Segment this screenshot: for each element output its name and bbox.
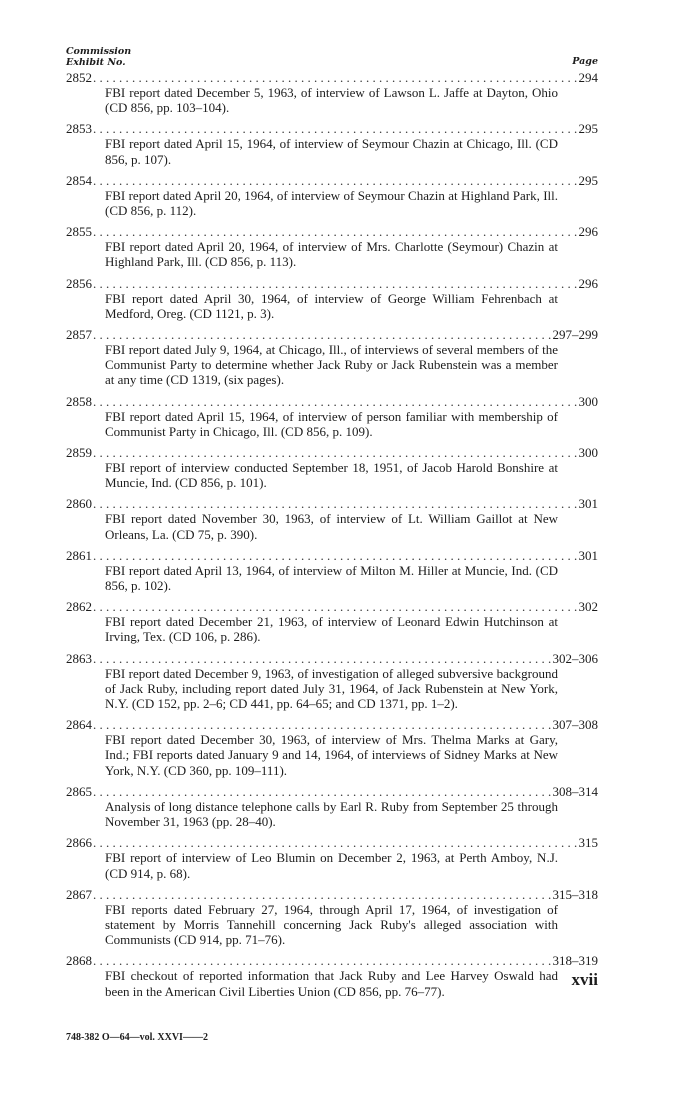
exhibit-list — [66, 70, 598, 999]
exhibit-page: 318–319 — [552, 953, 598, 969]
exhibit-entry — [66, 835, 598, 880]
exhibit-leader-line — [66, 784, 598, 799]
dot-leader — [93, 953, 551, 968]
exhibit-entry — [66, 173, 598, 218]
exhibit-entry — [66, 327, 598, 388]
exhibit-number: 2866 — [66, 835, 92, 851]
exhibit-description: FBI report dated July 9, 1964, at Chicago, Ill., of interviews of several members of the Communist Party to determine whether Jack Ruby or Jack Rubenstein was a member at any time (CD 1319, (six pages). — [105, 342, 558, 388]
exhibit-page: 315–318 — [552, 886, 598, 902]
header-exhibit-no-label: Exhibit No. — [66, 57, 126, 68]
dot-leader — [93, 445, 577, 460]
exhibit-leader-line — [66, 599, 598, 614]
exhibit-entry — [66, 224, 598, 269]
column-header-exhibit — [66, 46, 131, 68]
exhibit-page: 296 — [578, 224, 598, 240]
exhibit-number: 2865 — [66, 783, 92, 799]
exhibit-number: 2868 — [66, 953, 92, 969]
exhibit-description: FBI report of interview of Leo Blumin on December 2, 1963, at Perth Amboy, N.J. (CD 914, p. 68). — [105, 850, 558, 881]
dot-leader — [93, 835, 577, 850]
exhibit-description: FBI report dated April 13, 1964, of interview of Milton M. Hiller at Muncie, Ind. (CD 856, p. 102). — [105, 562, 558, 594]
exhibit-entry — [66, 548, 598, 593]
exhibit-entry — [66, 784, 598, 829]
exhibit-page: 302–306 — [552, 650, 598, 666]
exhibit-leader-line — [66, 173, 598, 188]
exhibit-description: Analysis of long distance telephone calls by Earl R. Ruby from September 25 through November 31, 1963 (pp. 28–40). — [105, 798, 558, 830]
exhibit-entry — [66, 121, 598, 166]
exhibit-leader-line — [66, 835, 598, 850]
exhibit-number: 2862 — [66, 599, 92, 615]
exhibit-entry — [66, 599, 598, 644]
dot-leader — [93, 224, 577, 239]
exhibit-description: FBI reports dated February 27, 1964, through April 17, 1964, of investigation of statement by Morris Tannehill concerning Jack Ruby's alleged association with Communists (CD 914, pp. 71–76). — [105, 901, 558, 948]
exhibit-entry — [66, 953, 598, 998]
exhibit-leader-line — [66, 496, 598, 511]
dot-leader — [93, 70, 577, 85]
exhibit-leader-line — [66, 224, 598, 239]
exhibit-page: 301 — [578, 496, 598, 512]
exhibit-number: 2867 — [66, 886, 92, 902]
exhibit-page: 294 — [578, 70, 598, 85]
exhibit-leader-line — [66, 327, 598, 342]
exhibit-description: FBI report dated April 20, 1964, of interview of Mrs. Charlotte (Seymour) Chazin at Highland Park, Ill. (CD 856, p. 113). — [105, 239, 558, 270]
page-folio: xvii — [571, 970, 598, 989]
exhibit-page: 296 — [578, 275, 598, 291]
dot-leader — [93, 599, 577, 614]
dot-leader — [93, 173, 577, 188]
exhibit-leader-line — [66, 953, 598, 968]
exhibit-entry — [66, 717, 598, 778]
exhibit-entry — [66, 394, 598, 439]
dot-leader — [93, 496, 577, 511]
exhibit-entry — [66, 70, 598, 115]
exhibit-number: 2857 — [66, 327, 92, 343]
exhibit-description: FBI report dated November 30, 1963, of interview of Lt. William Gaillot at New Orleans, La. (CD 75, p. 390). — [105, 511, 558, 542]
exhibit-page: 300 — [578, 393, 598, 409]
exhibit-number: 2854 — [66, 172, 92, 188]
header-commission-label: Commission — [66, 46, 132, 57]
exhibit-description: FBI report dated December 30, 1963, of interview of Mrs. Thelma Marks at Gary, Ind.; FBI reports dated January 9 and 14, 1964, of interviews of Sidney Marks at New York, N.Y. (CD 360, pp. 109–111). — [105, 732, 558, 778]
exhibit-leader-line — [66, 70, 598, 85]
exhibit-entry — [66, 496, 598, 541]
column-header-page: Page — [572, 56, 598, 67]
exhibit-number: 2859 — [66, 445, 92, 461]
exhibit-leader-line — [66, 394, 598, 409]
exhibit-leader-line — [66, 651, 598, 666]
exhibit-page: 307–308 — [552, 717, 598, 733]
exhibit-description: FBI report dated April 15, 1964, of interview of person familiar with membership of Communist Party in Chicago, Ill. (CD 856, p. 109). — [105, 408, 558, 439]
dot-leader — [93, 394, 577, 409]
exhibit-number: 2853 — [66, 121, 92, 137]
exhibit-entry — [66, 651, 598, 712]
exhibit-number: 2860 — [66, 496, 92, 512]
print-footer: 748-382 O—64—vol. XXVI——2 — [66, 1032, 208, 1043]
dot-leader — [93, 327, 551, 342]
exhibit-description: FBI report dated December 5, 1963, of interview of Lawson L. Jaffe at Dayton, Ohio (CD 856, pp. 103–104). — [105, 85, 558, 116]
exhibit-leader-line — [66, 717, 598, 732]
exhibit-page: 295 — [578, 172, 598, 188]
dot-leader — [93, 784, 551, 799]
dot-leader — [93, 276, 577, 291]
dot-leader — [93, 887, 551, 902]
exhibit-page: 315 — [578, 835, 598, 851]
exhibit-number: 2863 — [66, 650, 92, 666]
exhibit-leader-line — [66, 276, 598, 291]
exhibit-description: FBI report dated April 20, 1964, of interview of Seymour Chazin at Highland Park, Ill. (CD 856, p. 112). — [105, 187, 558, 219]
exhibit-description: FBI checkout of reported information that Jack Ruby and Lee Harvey Oswald had been in the American Civil Liberties Union (CD 856, pp. 76–77). — [105, 968, 558, 999]
exhibit-leader-line — [66, 548, 598, 563]
exhibit-page: 297–299 — [552, 327, 598, 343]
exhibit-description: FBI report dated April 15, 1964, of interview of Seymour Chazin at Chicago, Ill. (CD 856, p. 107). — [105, 136, 558, 167]
exhibit-page: 302 — [578, 599, 598, 615]
exhibit-entry — [66, 445, 598, 490]
exhibit-page: 295 — [578, 121, 598, 137]
exhibit-number: 2861 — [66, 547, 92, 563]
exhibit-page: 308–314 — [552, 783, 598, 799]
exhibit-description: FBI report dated December 21, 1963, of interview of Leonard Edwin Hutchinson at Irving, Tex. (CD 106, p. 286). — [105, 614, 558, 645]
exhibit-page: 301 — [578, 547, 598, 563]
exhibit-leader-line — [66, 445, 598, 460]
exhibit-number: 2856 — [66, 275, 92, 291]
exhibit-number: 2864 — [66, 717, 92, 733]
exhibit-entry — [66, 887, 598, 948]
exhibit-description: FBI report of interview conducted September 18, 1951, of Jacob Harold Bonshire at Muncie, Ind. (CD 856, p. 101). — [105, 460, 558, 491]
exhibit-number: 2855 — [66, 224, 92, 240]
exhibit-description: FBI report dated December 9, 1963, of investigation of alleged subversive background of Jack Ruby, including report dated July 31, 1964, of Jack Rubenstein at New York, N.Y. (CD 152, pp. 2–6; CD 441, pp. 64–65; and CD 1371, pp. 1–2). — [105, 665, 558, 712]
exhibit-number: 2858 — [66, 393, 92, 409]
exhibit-description: FBI report dated April 30, 1964, of interview of George William Fehrenbach at Medford, Oreg. (CD 1121, p. 3). — [105, 290, 558, 321]
exhibit-number: 2852 — [66, 70, 92, 85]
exhibit-leader-line — [66, 121, 598, 136]
dot-leader — [93, 548, 577, 563]
dot-leader — [93, 651, 551, 666]
dot-leader — [93, 121, 577, 136]
exhibit-leader-line — [66, 887, 598, 902]
exhibit-entry — [66, 276, 598, 321]
exhibit-page: 300 — [578, 445, 598, 461]
dot-leader — [93, 717, 551, 732]
